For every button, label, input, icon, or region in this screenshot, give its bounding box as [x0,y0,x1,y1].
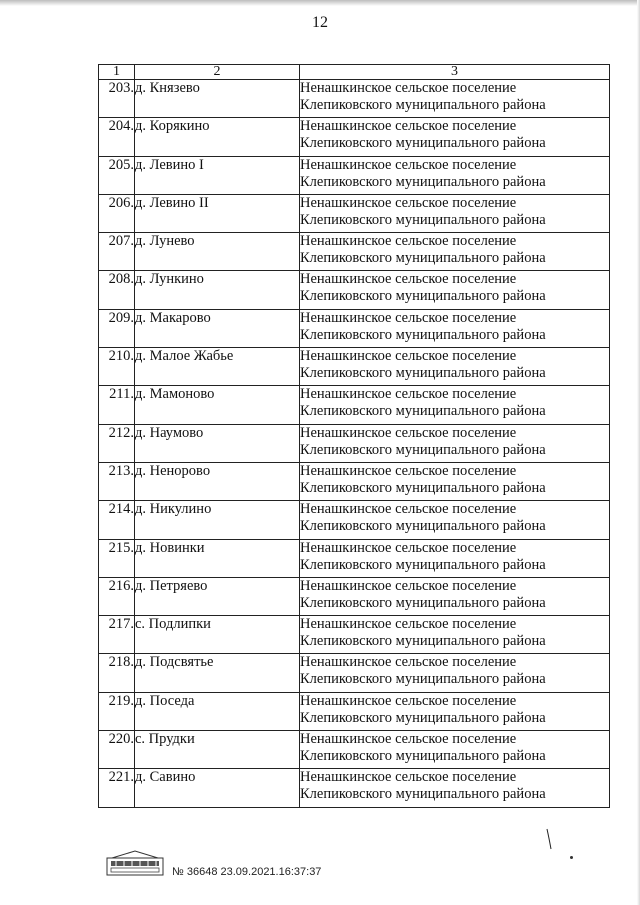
municipality-cell [300,156,610,194]
row-number: 219. [99,692,135,730]
row-number: 216. [99,577,135,615]
row-number: 217. [99,616,135,654]
document-registration-stamp: № 36648 23.09.2021.16:37:37 [172,866,322,878]
municipality-line-2: Клепиковского муниципального района [300,173,546,190]
table-row [99,539,610,577]
municipality-line-1: Ненашкинское сельское поселение [300,156,517,173]
table-row [99,731,610,769]
table-row [99,501,610,539]
table-row [99,348,610,386]
municipality-line-2: Клепиковского муниципального района [300,479,546,496]
municipality-line-1: Ненашкинское сельское поселение [300,194,517,211]
municipality-line-2: Клепиковского муниципального района [300,365,546,382]
municipality-line-2: Клепиковского муниципального района [300,135,546,152]
scan-top-edge [0,0,640,6]
municipality-line-1: Ненашкинское сельское поселение [300,577,517,594]
column-header-1: 1 [99,65,135,80]
municipality-line-1: Ненашкинское сельское поселение [300,424,517,441]
settlement-name: д. Корякино [135,118,300,156]
municipality-line-2: Клепиковского муниципального района [300,709,546,726]
municipality-line-2: Клепиковского муниципального района [300,97,546,113]
municipality-cell [300,118,610,156]
column-header-3: 3 [300,65,610,80]
municipality-line-1: Ненашкинское сельское поселение [300,731,517,748]
municipality-line-1: Ненашкинское сельское поселение [300,271,517,288]
municipality-cell [300,769,610,807]
municipality-line-2: Клепиковского муниципального района [300,556,546,573]
municipality-cell [300,539,610,577]
settlement-name: д. Мамоново [135,386,300,424]
municipality-line-2: Клепиковского муниципального района [300,594,546,611]
municipality-cell [300,194,610,232]
row-number: 211. [99,386,135,424]
municipality-cell [300,731,610,769]
settlement-name: с. Прудки [135,731,300,769]
municipality-cell [300,386,610,424]
table-row [99,271,610,309]
municipality-cell [300,501,610,539]
municipality-line-1: Ненашкинское сельское поселение [300,769,517,786]
settlement-name: д. Макарово [135,309,300,347]
municipality-cell [300,309,610,347]
settlement-name: д. Неноровo [135,462,300,500]
table-row [99,424,610,462]
settlement-name: с. Подлипки [135,616,300,654]
municipality-cell [300,271,610,309]
municipality-cell [300,462,610,500]
table-row [99,616,610,654]
row-number: 210. [99,348,135,386]
municipality-line-2: Клепиковского муниципального района [300,441,546,458]
municipality-line-2: Клепиковского муниципального района [300,518,546,535]
settlements-table [98,64,610,808]
municipality-line-1: Ненашкинское сельское поселение [300,692,517,709]
row-number: 208. [99,271,135,309]
municipality-line-1: Ненашкинское сельское поселение [300,348,517,365]
table-row [99,692,610,730]
municipality-line-2: Клепиковского муниципального района [300,786,546,803]
settlement-name: д. Князево [135,80,300,118]
municipality-cell [300,80,610,118]
page-number: 12 [312,14,328,31]
table-row [99,118,610,156]
municipality-line-1: Ненашкинское сельское поселение [300,501,517,518]
table-row [99,233,610,271]
settlement-name: д. Левино I [135,156,300,194]
municipality-line-2: Клепиковского муниципального района [300,288,546,305]
municipality-cell [300,692,610,730]
municipality-line-2: Клепиковского муниципального района [300,403,546,420]
municipality-line-1: Ненашкинское сельское поселение [300,233,517,250]
table-row [99,194,610,232]
settlement-name: д. Подсвятье [135,654,300,692]
municipality-line-1: Ненашкинское сельское поселение [300,462,517,479]
table-body [99,65,610,808]
table-row [99,80,610,118]
municipality-line-2: Клепиковского муниципального района [300,250,546,267]
row-number: 215. [99,539,135,577]
table-row [99,654,610,692]
municipality-line-2: Клепиковского муниципального района [300,633,546,650]
municipality-cell [300,577,610,615]
settlement-name: д. Петряево [135,577,300,615]
row-number: 204. [99,118,135,156]
row-number: 203. [99,80,135,118]
row-number: 220. [99,731,135,769]
row-number: 212. [99,424,135,462]
table-row [99,386,610,424]
municipality-cell [300,233,610,271]
row-number: 221. [99,769,135,807]
municipality-line-2: Клепиковского муниципального района [300,671,546,688]
municipality-cell [300,616,610,654]
row-number: 205. [99,156,135,194]
row-number: 218. [99,654,135,692]
municipality-line-1: Ненашкинское сельское поселение [300,309,517,326]
table-row [99,577,610,615]
table-row [99,462,610,500]
municipality-line-1: Ненашкинское сельское поселение [300,386,517,403]
settlement-name: д. Левино II [135,194,300,232]
municipality-cell [300,654,610,692]
municipality-cell [300,348,610,386]
table-row [99,769,610,807]
row-number: 209. [99,309,135,347]
table-row [99,156,610,194]
municipality-line-1: Ненашкинское сельское поселение [300,616,517,633]
emblem-seal-icon [106,850,164,876]
row-number: 206. [99,194,135,232]
municipality-line-1: Ненашкинское сельское поселение [300,654,517,671]
municipality-line-2: Клепиковского муниципального района [300,211,546,228]
table-row [99,309,610,347]
settlement-name: д. Лункино [135,271,300,309]
settlement-name: д. Лунево [135,233,300,271]
municipality-line-1: Ненашкинское сельское поселение [300,118,517,135]
row-number: 207. [99,233,135,271]
settlement-name: д. Наумово [135,424,300,462]
settlement-name: д. Поседа [135,692,300,730]
settlement-name: д. Никулино [135,501,300,539]
municipality-line-2: Клепиковского муниципального района [300,748,546,765]
municipality-line-1: Ненашкинское сельское поселение [300,80,517,96]
column-header-2: 2 [135,65,300,80]
settlement-name: д. Малое Жабье [135,348,300,386]
municipality-line-2: Клепиковского муниципального района [300,326,546,343]
table-header-row [99,65,610,80]
ink-dot [570,856,573,859]
municipality-cell [300,424,610,462]
pen-mark-icon [546,828,552,850]
municipality-line-1: Ненашкинское сельское поселение [300,539,517,556]
settlement-name: д. Новинки [135,539,300,577]
row-number: 214. [99,501,135,539]
row-number: 213. [99,462,135,500]
settlement-name: д. Савино [135,769,300,807]
